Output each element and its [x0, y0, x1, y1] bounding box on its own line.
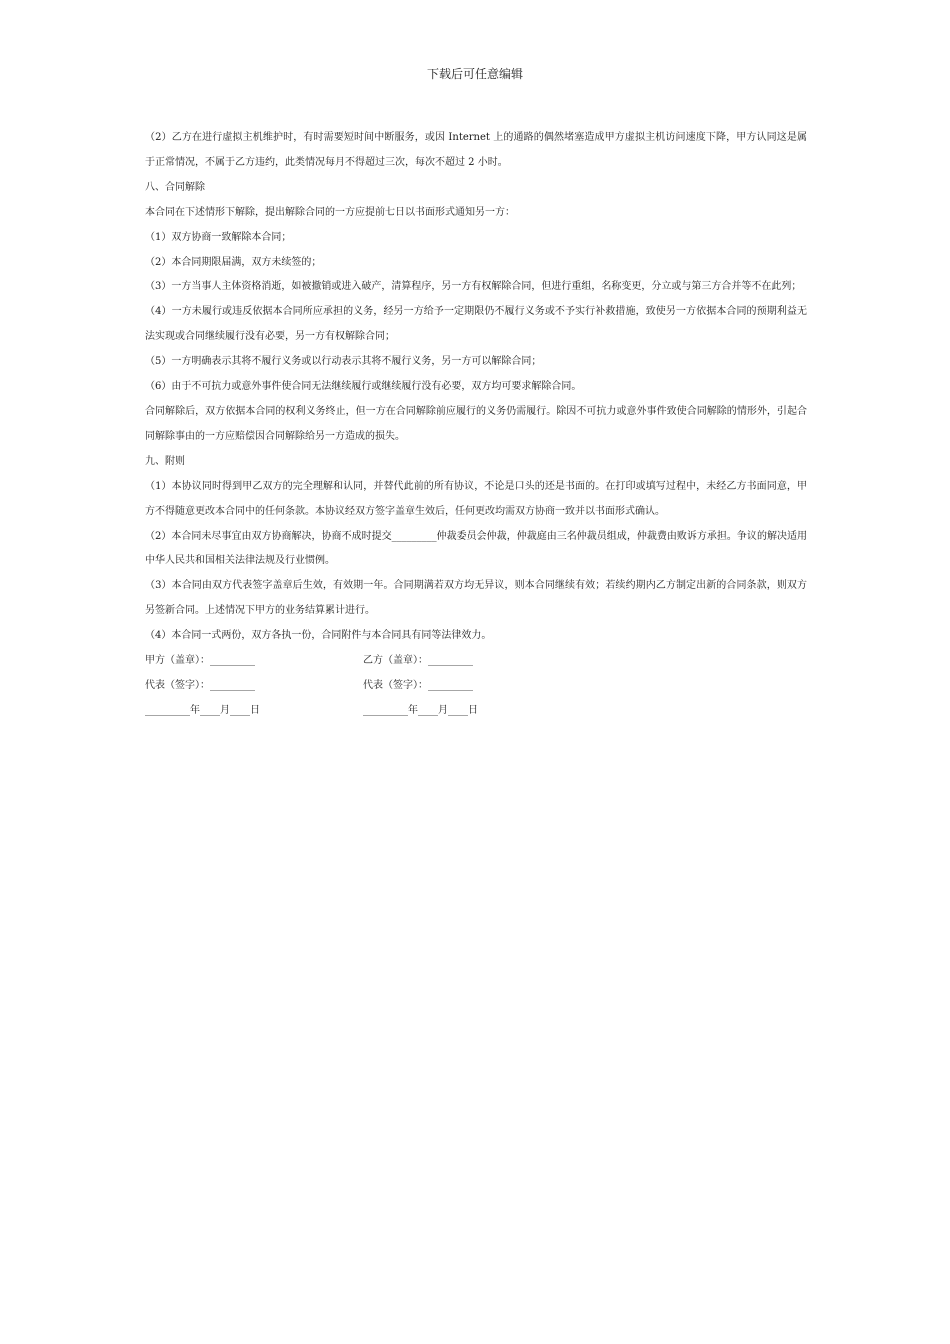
appendix-item-3: （3）本合同由双方代表签字盖章后生效，有效期一年。合同期满若双方均无异议，则本合同继续有效；若续约期内乙方制定出新的合同条款，则双方另签新合同。上述情况下甲方的业务结算累计进行。 — [145, 580, 807, 617]
termination-intro: 本合同在下述情形下解除，提出解除合同的一方应提前七日以书面形式通知另一方： — [145, 206, 515, 218]
party-b-date-field: _________年____月____日 — [363, 704, 478, 716]
section-heading-appendix: 九、附则 — [145, 455, 185, 467]
page-header — [0, 66, 950, 82]
signature-row-seal — [145, 649, 807, 674]
document-body — [145, 126, 807, 724]
party-b-seal-field: 乙方（盖章）：_________ — [363, 655, 473, 667]
party-a-date-field: _________年____月____日 — [145, 704, 260, 716]
termination-item-4: （4）一方未履行或违反依据本合同所应承担的义务，经另一方给予一定期限仍不履行义务或不予实行补救措施，致使另一方依据本合同的预期利益无法实现或合同继续履行没有必要，另一方有权解除合同； — [145, 306, 807, 343]
termination-item-1: （1）双方协商一致解除本合同； — [145, 231, 292, 243]
signature-row-representative — [145, 674, 807, 699]
party-a-seal-field: 甲方（盖章）：_________ — [145, 655, 255, 667]
termination-item-3: （3）一方当事人主体资格消逝，如被撤销或进入破产，清算程序，另一方有权解除合同，但进行重组，名称变更，分立或与第三方合并等不在此列； — [145, 281, 802, 293]
termination-consequence: 合同解除后，双方依据本合同的权利义务终止，但一方在合同解除前应履行的义务仍需履行。除因不可抗力或意外事件致使合同解除的情形外，引起合同解除事由的一方应赔偿因合同解除给另一方造成的损失。 — [145, 405, 807, 442]
signature-block — [145, 649, 807, 724]
party-b-representative-field: 代表（签字）：_________ — [363, 679, 473, 691]
termination-item-5: （5）一方明确表示其将不履行义务或以行动表示其将不履行义务，另一方可以解除合同； — [145, 356, 542, 368]
appendix-item-4: （4）本合同一式两份，双方各执一份，合同附件与本合同具有同等法律效力。 — [145, 630, 492, 642]
termination-item-6: （6）由于不可抗力或意外事件使合同无法继续履行或继续履行没有必要，双方均可要求解除合同。 — [145, 381, 582, 393]
appendix-item-2: （2）本合同未尽事宜由双方协商解决，协商不成时提交_________仲裁委员会仲裁，仲裁庭由三名仲裁员组成，仲裁费由败诉方承担。争议的解决适用中华人民共和国相关法律法规及行业惯例。 — [145, 530, 807, 567]
party-a-representative-field: 代表（签字）：_________ — [145, 679, 255, 691]
termination-item-2: （2）本合同期限届满，双方未续签的； — [145, 256, 322, 268]
clause-maintenance: （2）乙方在进行虚拟主机维护时，有时需要短时间中断服务，或因 Internet 上的通路的偶然堵塞造成甲方虚拟主机访问速度下降，甲方认同这是属于正常情况，不属于乙方违约，此类情况每月不得超过三次，每次不超过 2 小时。 — [145, 132, 807, 168]
signature-row-date — [145, 699, 807, 724]
header-title: 下载后可任意编辑 — [426, 67, 523, 81]
section-heading-termination: 八、合同解除 — [145, 181, 205, 193]
appendix-item-1: （1）本协议同时得到甲乙双方的完全理解和认同，并替代此前的所有协议，不论是口头的还是书面的。在打印或填写过程中，未经乙方书面同意，甲方不得随意更改本合同中的任何条款。本协议经双方签字盖章生效后，任何更改均需双方协商一致并以书面形式确认。 — [145, 480, 807, 517]
